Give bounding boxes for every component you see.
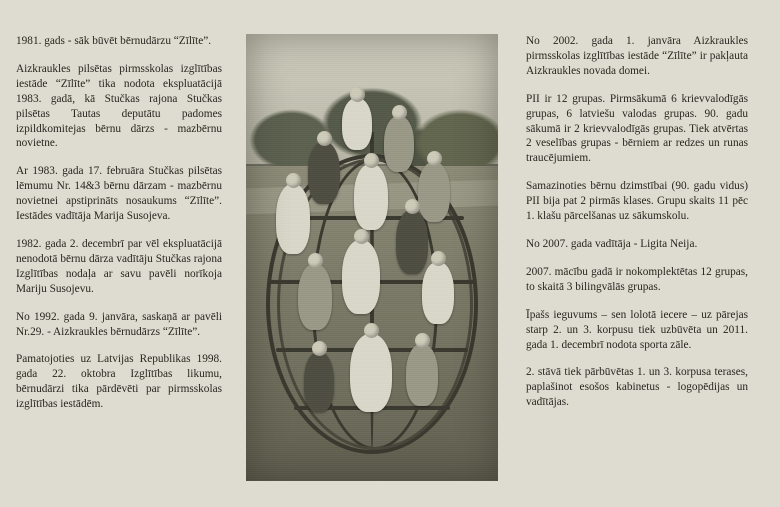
paragraph: 1982. gada 2. decembrī par vēl ekspluatācijā nenodotā bērnu dārza vadītāju Stučkas rajona Izglītības nodaļa ar savu pavēli norīkoja Mariju Susojevu. [16, 237, 222, 295]
child-figure [304, 352, 334, 412]
child-head [317, 131, 332, 146]
child-head [354, 229, 369, 244]
child-figure [384, 116, 414, 172]
child-figure [396, 210, 428, 274]
child-figure [342, 240, 380, 314]
paragraph: No 1992. gada 9. janvāra, saskaņā ar pavēli Nr.29. - Aizkraukles bērnudārzs “Zīlīte”. [16, 310, 222, 338]
child-head [364, 153, 379, 168]
paragraph: Ar 1983. gada 17. februāra Stučkas pilsētas lēmumu Nr. 14&3 bērnu dārzam - mazbērnu novietnei apstiprināts nosaukums “Zīlīte”. Iestādes vadītāja Marija Susojeva. [16, 165, 222, 223]
child-head [392, 105, 407, 120]
child-head [350, 87, 365, 102]
paragraph: PII ir 12 grupas. Pirmsākumā 6 krievvalodīgās grupas, 6 latviešu valodas grupas. 90. gadu sākumā ir 2 krievvalodīgās grupas. Tiek atvērtas 2 veselības grupas - bērniem ar redzes un runas traucējumiem. [526, 92, 748, 165]
kindergarten-photo [246, 34, 498, 481]
paragraph: 1981. gads - sāk būvēt bērnudārzu “Zīlīte”. [16, 35, 212, 47]
child-figure [422, 262, 454, 324]
left-text-column [0, 0, 232, 412]
child-head [415, 333, 430, 348]
child-figure [276, 184, 310, 254]
paragraph: No 2007. gada vadītāja - Ligita Neija. [526, 237, 698, 250]
child-figure [354, 164, 388, 230]
paragraph: 2007. mācību gadā ir nokomplektētas 12 grupas, to skaitā 3 bilingvālās grupas. [526, 265, 748, 293]
photo-column [232, 0, 512, 481]
paragraph: Aizkraukles pilsētas pirmsskolas izglītības iestāde “Zīlīte” tika nodota ekspluatācijā 1983. gadā, kā Stučkas rajona Stučkas pilsētas Tautas deputātu padomes izpildkomitejas bērnu dārzs - mazbērnu novietne. [16, 62, 222, 150]
child-head [427, 151, 442, 166]
child-figure [342, 98, 372, 150]
child-head [364, 323, 379, 338]
paragraph: Īpašs ieguvums – sen lolotā iecere – uz pārejas starp 2. un 3. korpusu tiek uzbūvēta un 2011. gada 1. decembrī nodota sporta zāle. [526, 308, 748, 351]
child-head [405, 199, 420, 214]
child-figure [406, 344, 438, 406]
paragraph: Samazinoties bērnu dzimstībai (90. gadu vidus) PII bija pat 2 pirmās klases. Grupu skaits 11 pēc 1. klašu pārcelšanas uz sākumskolu. [526, 180, 748, 223]
child-head [431, 251, 446, 266]
child-head [308, 253, 323, 268]
child-figure [298, 264, 332, 330]
right-text-column [512, 0, 762, 410]
child-figure [350, 334, 392, 412]
paragraph: No 2002. gada 1. janvāra Aizkraukles pirmsskolas izglītības iestāde “Zīlīte” ir pakļauta Aizkraukles novada domei. [526, 35, 748, 77]
child-figure [418, 162, 450, 222]
child-figure [308, 142, 340, 204]
paragraph: 2. stāvā tiek pārbūvētas 1. un 3. korpusa terases, paplašinot esošos kabinetus - logopēdijas un vadītājas. [526, 366, 748, 409]
child-head [286, 173, 301, 188]
child-head [312, 341, 327, 356]
paragraph: Pamatojoties uz Latvijas Republikas 1998. gada 22. oktobra Izglītības likumu, bērnudārzi tika pārdēvēti par pirmsskolas izglītības iestādēm. [16, 353, 222, 411]
